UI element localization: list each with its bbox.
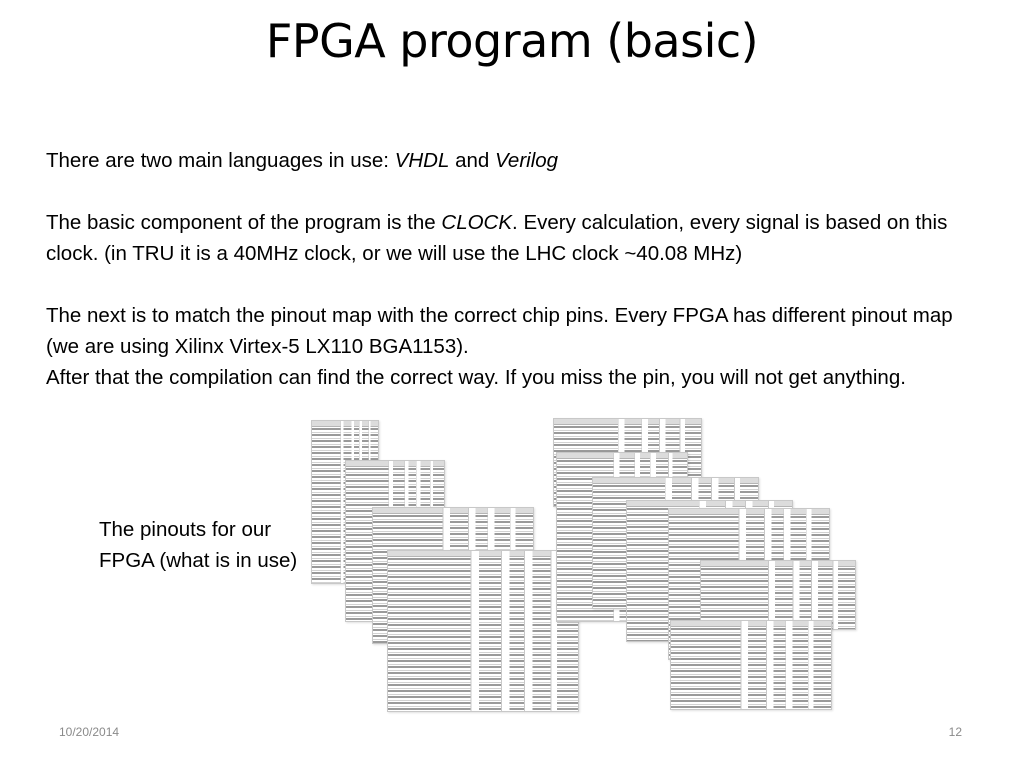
pinout-caption: The pinouts for our FPGA (what is in use) bbox=[99, 518, 298, 572]
paragraph-compilation: After that the compilation can find the correct way. If you miss the pin, you will not get anything. bbox=[46, 366, 906, 389]
paragraph-languages bbox=[46, 145, 976, 176]
footer-date: 10/20/2014 bbox=[59, 725, 120, 739]
slide-number: 12 bbox=[948, 725, 962, 739]
clock-detail-text: . Every calculation, every signal is based on this clock. (in TRU it is a 40MHz clock, or we will use the LHC clock ~40.08 MHz) bbox=[46, 211, 948, 265]
languages-intro-text: There are two main languages in use: bbox=[46, 149, 395, 172]
paragraph-pinout: The next is to match the pinout map with the correct chip pins. Every FPGA has different pinout map (we are using Xilinx Virtex-5 LX110 BGA1153). bbox=[46, 304, 953, 358]
slide-title: FPGA program (basic) bbox=[265, 14, 759, 68]
vhdl-term: VHDL bbox=[394, 149, 450, 172]
pinout-sheet-image bbox=[670, 620, 832, 710]
clock-term: CLOCK bbox=[441, 211, 513, 234]
verilog-term: Verilog bbox=[495, 149, 559, 172]
paragraph-clock bbox=[46, 207, 976, 269]
slide-body bbox=[46, 145, 976, 393]
languages-and-text: and bbox=[449, 149, 495, 172]
clock-intro-text: The basic component of the program is the bbox=[46, 211, 442, 234]
pinout-sheet-image bbox=[387, 550, 579, 712]
